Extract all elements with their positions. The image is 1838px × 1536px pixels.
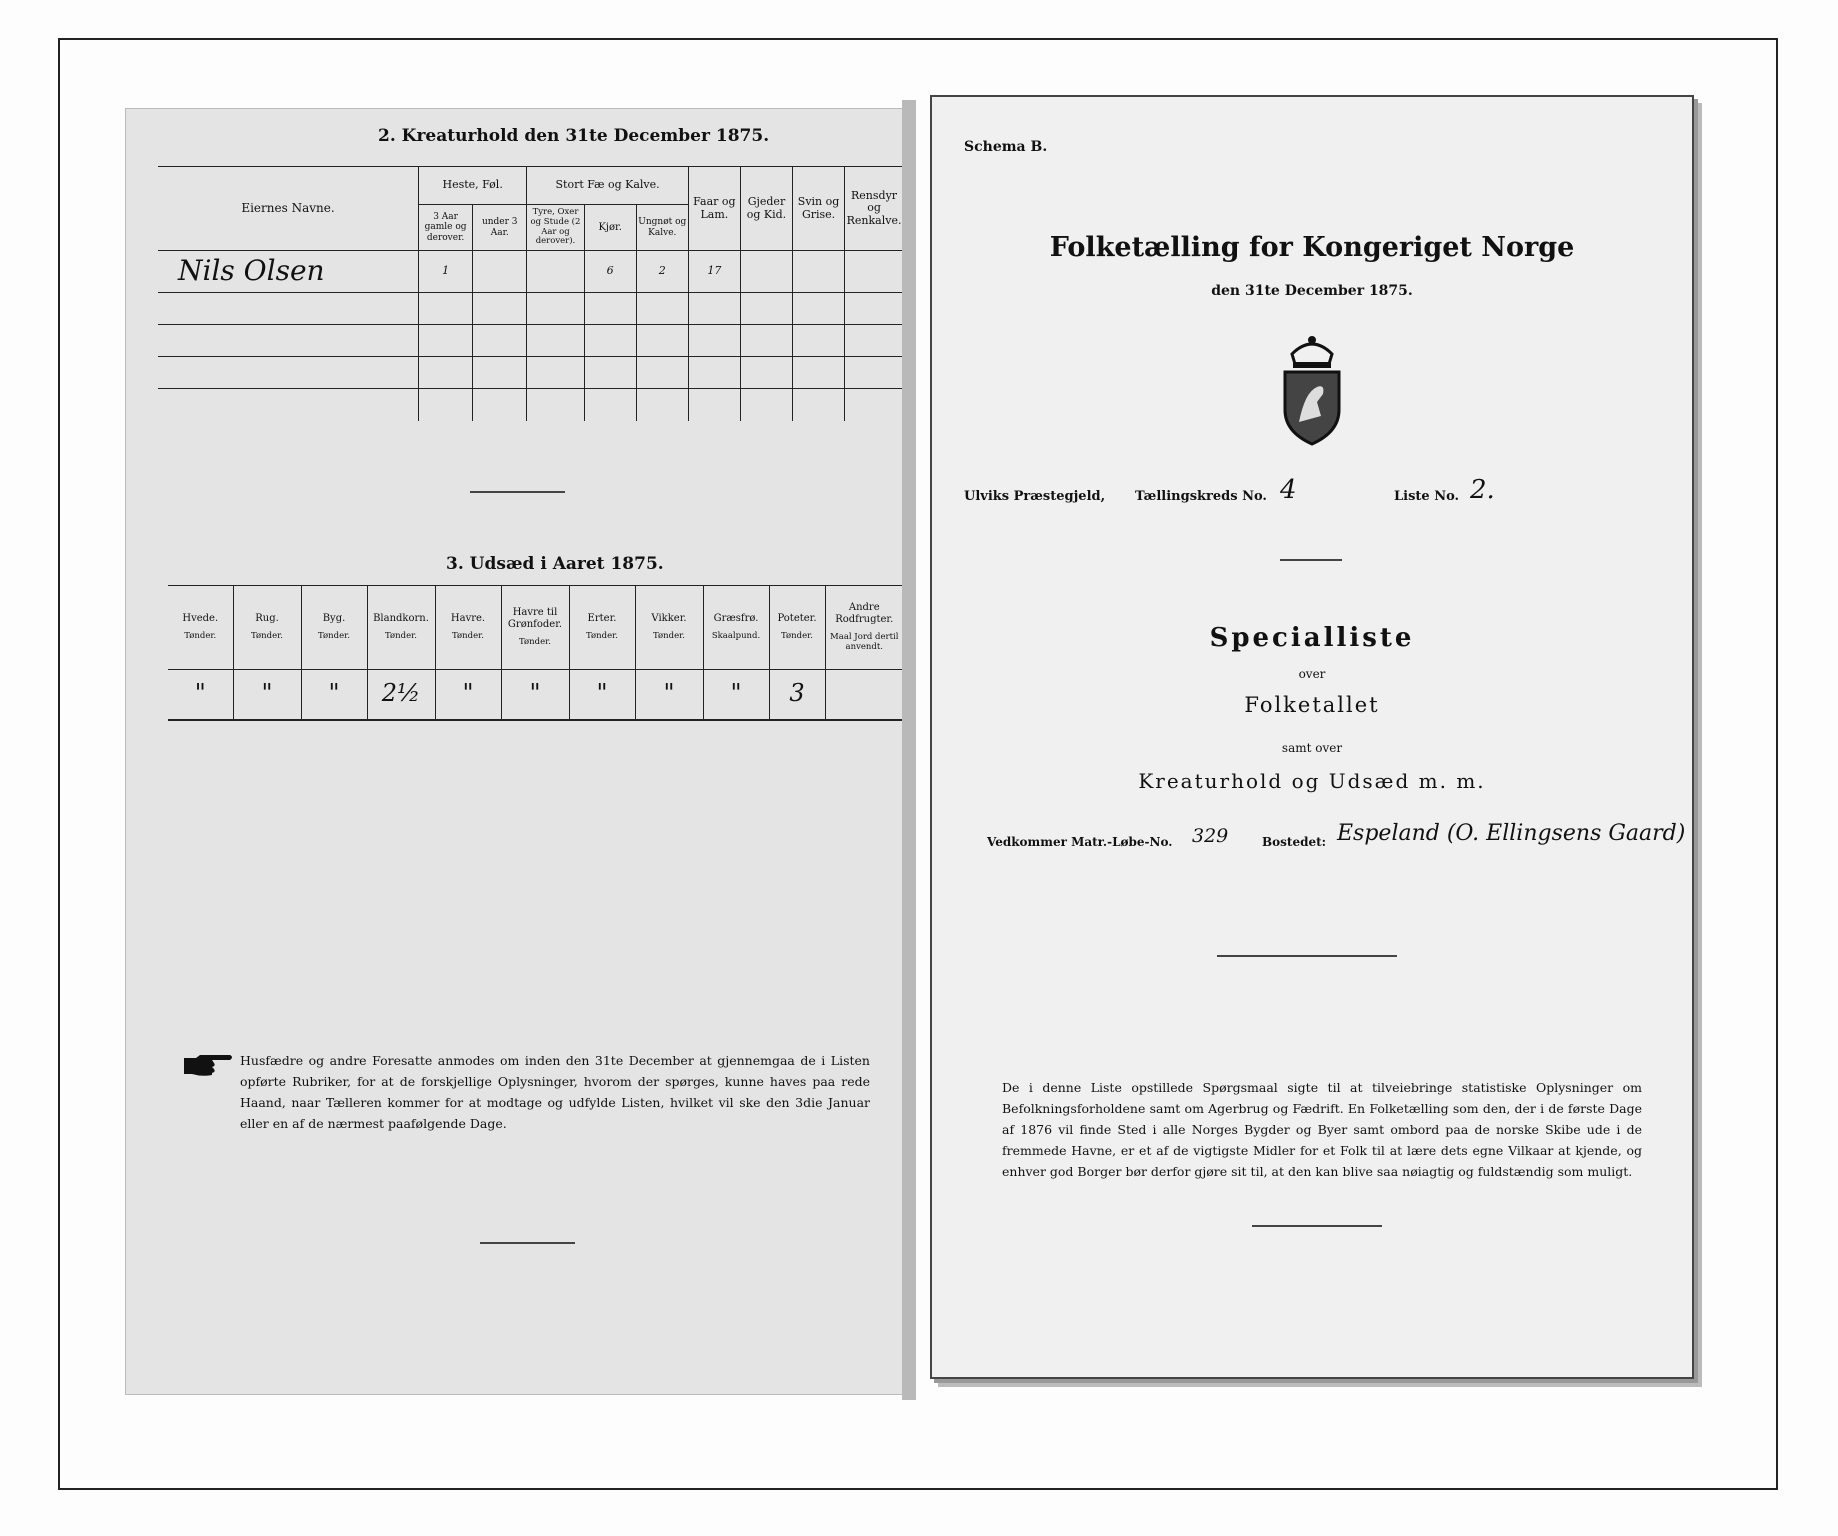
page-gutter — [902, 100, 916, 1400]
right-rule-3 — [1252, 1225, 1382, 1227]
frame-line-left — [58, 38, 60, 1490]
sowing-header-cell — [703, 586, 769, 670]
coat-of-arms-icon — [1277, 332, 1347, 447]
district-number: 4 — [1280, 475, 1297, 505]
horses-young-header: under 3 Aar. — [473, 205, 527, 251]
table-row — [168, 670, 903, 720]
sowing-section-title: 3. Udsæd i Aaret 1875. — [446, 554, 664, 574]
pointing-hand-icon — [182, 1052, 234, 1078]
sowing-table — [168, 585, 903, 721]
sowing-unit: Tønder. — [385, 631, 417, 642]
over-text-1: over — [1298, 667, 1326, 681]
livestock-section-title: 2. Kreaturhold den 31te December 1875. — [378, 126, 770, 146]
sowing-crop-name: Vikker. — [651, 612, 687, 624]
owner-name-cell: Nils Olsen — [158, 251, 418, 293]
sowing-value-cell: " — [569, 670, 635, 720]
bulls-header: Tyre, Oxer og Stude (2 Aar og derover). — [527, 205, 584, 251]
sowing-value-cell: " — [301, 670, 367, 720]
sowing-unit: Tønder. — [586, 631, 618, 642]
sowing-unit: Tønder. — [781, 631, 813, 642]
sowing-crop-name: Andre Rodfrugter. — [835, 602, 894, 625]
sowing-crop-name: Byg. — [322, 612, 346, 624]
right-page — [930, 95, 1694, 1379]
sowing-crop-name: Græsfrø. — [713, 612, 759, 624]
reindeer-cell — [845, 251, 903, 293]
sowing-header-cell — [769, 586, 825, 670]
frame-line-bottom — [58, 1488, 1778, 1490]
matr-number: 329 — [1192, 825, 1229, 847]
livestock-table — [158, 166, 903, 421]
table-row — [158, 389, 903, 421]
sowing-header-cell — [635, 586, 703, 670]
population-title: Folketallet — [1244, 693, 1380, 717]
sowing-value-cell: " — [635, 670, 703, 720]
sowing-header-cell — [233, 586, 301, 670]
cows-header: Kjør. — [584, 205, 636, 251]
census-purpose-paragraph: De i denne Liste opstillede Spørgsmaal sigte til at tilveiebringe statistiske Oplysninger om Befolkningsforholdene samt om Agerbrug og Fædrift. En Folketælling som den, der i de første Dage af 1876 vil finde Sted i alle Norges Bygder og Byer samt ombord paa de norske Skibe ude i de fremmede Havne, er et af de vigtigste Midler for et Folk til at lære dets egne Vilkaar at kjende, og enhver god Borger bør derfor gjøre sit til, at den kan blive saa nøiagtig og fuldstændig som muligt. — [1002, 1080, 1642, 1179]
sowing-value-cell: " — [703, 670, 769, 720]
sowing-header-cell — [825, 586, 903, 670]
sowing-crop-name: Hvede. — [182, 612, 219, 624]
sowing-header-cell — [569, 586, 635, 670]
sheep-cell: 17 — [688, 251, 740, 293]
sowing-unit: Tønder. — [318, 631, 350, 642]
pigs-header: Svin og Grise. — [793, 167, 845, 251]
horses-old-cell: 1 — [418, 251, 472, 293]
bosted-label: Bostedet: — [1262, 835, 1327, 849]
livestock-sowing-title: Kreaturhold og Udsæd m. m. — [1138, 769, 1486, 793]
sowing-value-cell — [825, 670, 903, 720]
list-number: 2. — [1470, 475, 1495, 505]
sowing-crop-name: Havre til Grønfoder. — [507, 607, 563, 630]
sowing-crop-name: Poteter. — [777, 612, 817, 624]
district-label: Tællingskreds No. — [1135, 489, 1267, 504]
sowing-value-cell: " — [168, 670, 233, 720]
table-row — [158, 251, 903, 293]
census-title: Folketælling for Kongeriget Norge — [1049, 232, 1575, 263]
sowing-header-cell — [168, 586, 233, 670]
sowing-crop-name: Havre. — [450, 612, 486, 624]
table-row — [158, 293, 903, 325]
census-date: den 31te December 1875. — [1211, 283, 1413, 299]
owner-name-header: Eiernes Navne. — [158, 167, 418, 251]
pigs-cell — [793, 251, 845, 293]
sowing-unit: Tønder. — [251, 631, 283, 642]
sowing-value-cell: " — [233, 670, 301, 720]
list-label: Liste No. — [1394, 489, 1460, 504]
sowing-header-cell — [367, 586, 435, 670]
sowing-value-cell: " — [501, 670, 569, 720]
sowing-value-cell: 3 — [769, 670, 825, 720]
sowing-header-cell — [435, 586, 501, 670]
special-list-title: Specialliste — [1209, 623, 1415, 653]
schema-label: Schema B. — [964, 139, 1048, 155]
calves-cell: 2 — [636, 251, 688, 293]
frame-line-right — [1776, 38, 1778, 1490]
calves-header: Ungnøt og Kalve. — [636, 205, 688, 251]
left-divider-rule — [470, 491, 565, 493]
sowing-header-cell — [301, 586, 367, 670]
sowing-unit: Tønder. — [452, 631, 484, 642]
horses-young-cell — [473, 251, 527, 293]
sowing-value-cell: 2½ — [367, 670, 435, 720]
goats-header: Gjeder og Kid. — [740, 167, 792, 251]
table-row — [158, 325, 903, 357]
over-text-2: samt over — [1281, 741, 1343, 755]
right-rule-1 — [1280, 559, 1342, 561]
table-row — [158, 357, 903, 389]
sowing-header-row — [168, 586, 903, 670]
sowing-unit: Tønder. — [653, 631, 685, 642]
bosted-value: Espeland (O. Ellingsens Gaard) — [1337, 821, 1686, 846]
sheep-header: Faar og Lam. — [688, 167, 740, 251]
sowing-value-cell: " — [435, 670, 501, 720]
frame-line-top — [58, 38, 1778, 40]
bulls-cell — [527, 251, 584, 293]
right-rule-2 — [1217, 955, 1397, 957]
cows-cell: 6 — [584, 251, 636, 293]
sowing-header-cell — [501, 586, 569, 670]
cattle-header: Stort Fæ og Kalve. — [527, 167, 688, 205]
sowing-unit: Tønder. — [184, 631, 217, 642]
sowing-unit: Skaalpund. — [711, 631, 761, 642]
left-bottom-rule — [480, 1242, 575, 1244]
sowing-unit: Tønder. — [519, 637, 551, 648]
sowing-crop-name: Blandkorn. — [373, 612, 429, 624]
sowing-crop-name: Rug. — [255, 612, 279, 624]
sowing-unit: Maal Jord dertil anvendt. — [830, 632, 899, 652]
horses-old-header: 3 Aar gamle og derover. — [418, 205, 472, 251]
matr-label: Vedkommer Matr.-Løbe-No. — [987, 835, 1173, 849]
horses-header: Heste, Føl. — [418, 167, 526, 205]
goats-cell — [740, 251, 792, 293]
instructions-note: Husfædre og andre Foresatte anmodes om inden den 31te December at gjennemgaa de i Listen opførte Rubriker, for at de forskjellige Oplysninger, hvorom der spørges, kunne haves paa rede Haand, naar Tælleren kommer for at modtage og udfylde Listen, hvilket vil ske den 3die Januar eller en af de nærmest paafølgende Dage. — [240, 1053, 870, 1131]
sowing-crop-name: Erter. — [587, 612, 617, 624]
parish-label: Ulviks Præstegjeld, — [964, 489, 1106, 504]
reindeer-header: Rensdyr og Renkalve. — [845, 167, 903, 251]
